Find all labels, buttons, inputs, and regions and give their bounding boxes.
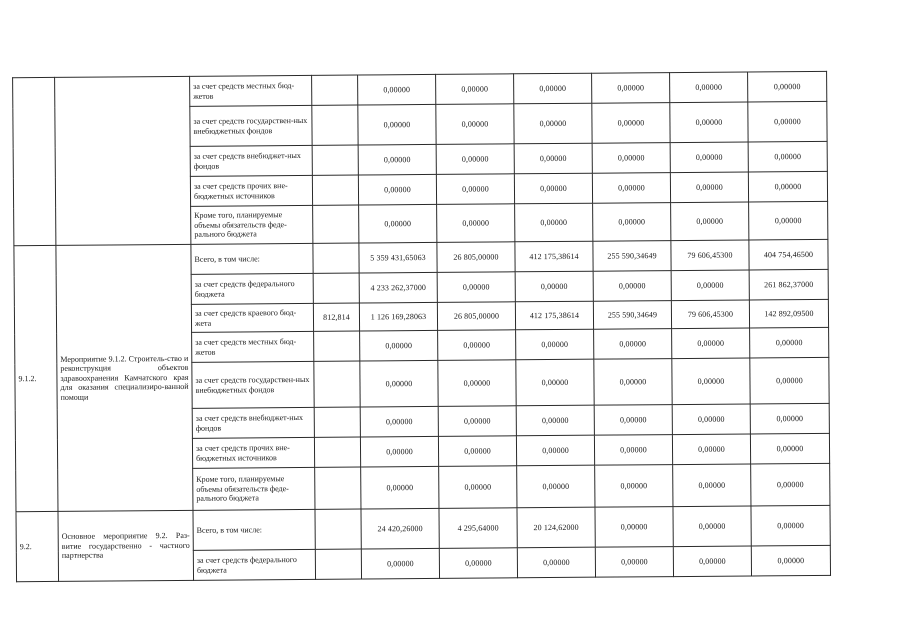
amount-cell: 0,00000 xyxy=(436,174,514,205)
amount-cell: 0,00000 xyxy=(751,463,830,506)
funding-source: за счет средств краевого бюд-жета xyxy=(191,303,313,332)
funding-source: за счет средств федерального бюджета xyxy=(191,273,313,304)
amount-cell: 0,00000 xyxy=(748,141,827,172)
amount-cell: 0,00000 xyxy=(595,507,673,548)
amount-cell: 0,00000 xyxy=(749,201,828,240)
amount-cell: 0,00000 xyxy=(594,405,672,436)
amount-cell: 0,00000 xyxy=(673,506,751,547)
amount-cell: 0,00000 xyxy=(751,505,830,546)
funding-source: за счет средств местных бюд-жетов xyxy=(192,331,314,362)
row-code: 9.1.2. xyxy=(14,245,58,511)
funding-source: за счет средств внебюджет-ных фондов xyxy=(190,145,312,176)
amount-cell: 0,00000 xyxy=(516,405,594,436)
amount-cell: 412 175,38614 xyxy=(515,301,593,330)
amount-cell: 26 805,00000 xyxy=(437,242,515,273)
budget-table-body xyxy=(13,71,831,581)
budget-code xyxy=(312,105,358,145)
budget-code xyxy=(315,467,361,509)
amount-cell: 0,00000 xyxy=(360,330,438,361)
amount-cell: 0,00000 xyxy=(436,74,514,105)
amount-cell: 0,00000 xyxy=(592,173,670,204)
amount-cell: 79 606,45300 xyxy=(671,240,749,271)
amount-cell: 0,00000 xyxy=(672,404,750,435)
funding-source: Кроме того, планируемые объемы обязательств феде-рального бюджета xyxy=(191,205,313,244)
amount-cell: 26 805,00000 xyxy=(437,302,515,331)
funding-source: за счет средств государствен-ных внебюджетных фондов xyxy=(192,361,314,408)
amount-cell: 0,00000 xyxy=(437,204,515,243)
amount-cell: 0,00000 xyxy=(594,329,672,360)
amount-cell: 0,00000 xyxy=(438,436,516,467)
amount-cell: 0,00000 xyxy=(595,547,673,578)
amount-cell: 0,00000 xyxy=(358,74,436,105)
amount-cell: 0,00000 xyxy=(436,104,514,145)
amount-cell: 0,00000 xyxy=(358,144,436,175)
amount-cell: 79 606,45300 xyxy=(671,300,749,329)
amount-cell: 0,00000 xyxy=(516,359,594,406)
row-code: 9.2. xyxy=(16,511,59,581)
amount-cell: 0,00000 xyxy=(595,465,673,508)
amount-cell: 0,00000 xyxy=(593,271,671,302)
amount-cell: 0,00000 xyxy=(437,272,515,303)
amount-cell: 0,00000 xyxy=(750,433,829,464)
amount-cell: 0,00000 xyxy=(592,103,670,144)
amount-cell: 142 892,09500 xyxy=(749,299,828,328)
budget-code xyxy=(312,145,358,175)
amount-cell: 0,00000 xyxy=(360,406,438,437)
amount-cell: 0,00000 xyxy=(515,203,593,242)
amount-cell: 0,00000 xyxy=(514,173,592,204)
amount-cell: 0,00000 xyxy=(360,436,438,467)
amount-cell: 0,00000 xyxy=(438,330,516,361)
amount-cell: 0,00000 xyxy=(361,548,439,579)
amount-cell: 4 295,64000 xyxy=(439,508,517,549)
amount-cell: 255 590,34649 xyxy=(593,301,671,330)
amount-cell: 20 124,62000 xyxy=(517,507,595,548)
amount-cell: 0,00000 xyxy=(439,548,517,579)
budget-code: 812,814 xyxy=(313,303,359,331)
funding-source: Всего, в том числе: xyxy=(193,509,315,550)
amount-cell: 0,00000 xyxy=(593,203,671,242)
amount-cell: 0,00000 xyxy=(750,357,829,404)
amount-cell: 0,00000 xyxy=(358,174,436,205)
amount-cell: 0,00000 xyxy=(517,465,595,508)
document-page xyxy=(6,57,848,584)
amount-cell: 0,00000 xyxy=(672,358,750,405)
amount-cell: 0,00000 xyxy=(515,271,593,302)
amount-cell: 0,00000 xyxy=(670,72,748,103)
amount-cell: 0,00000 xyxy=(516,329,594,360)
amount-cell: 255 590,34649 xyxy=(593,241,671,272)
row-description: Мероприятие 9.1.2. Строитель-ство и реконструкция объектов здравоохранения Камчатского края для оказания специализиро-ванной помощи xyxy=(56,244,193,511)
amount-cell: 0,00000 xyxy=(439,466,517,509)
amount-cell: 0,00000 xyxy=(672,328,750,359)
budget-code xyxy=(314,331,360,361)
amount-cell: 0,00000 xyxy=(670,142,748,173)
amount-cell: 0,00000 xyxy=(748,71,827,102)
amount-cell: 0,00000 xyxy=(517,547,595,578)
amount-cell: 5 359 431,65063 xyxy=(359,242,437,273)
funding-source: за счет средств федерального бюджета xyxy=(193,549,315,580)
amount-cell: 0,00000 xyxy=(359,204,437,243)
amount-cell: 0,00000 xyxy=(358,104,436,145)
budget-code xyxy=(313,205,359,243)
amount-cell: 0,00000 xyxy=(670,102,748,143)
amount-cell: 0,00000 xyxy=(670,172,748,203)
amount-cell: 412 175,38614 xyxy=(515,241,593,272)
amount-cell: 0,00000 xyxy=(514,143,592,174)
amount-cell: 0,00000 xyxy=(594,359,672,406)
amount-cell: 404 754,46500 xyxy=(749,239,828,270)
funding-source: за счет средств прочих вне-бюджетных источников xyxy=(190,175,312,206)
amount-cell: 0,00000 xyxy=(750,327,829,358)
amount-cell: 0,00000 xyxy=(672,434,750,465)
amount-cell: 0,00000 xyxy=(438,360,516,407)
funding-source: за счет средств внебюджет-ных фондов xyxy=(192,407,314,438)
amount-cell: 0,00000 xyxy=(671,270,749,301)
funding-source: Всего, в том числе: xyxy=(191,243,313,274)
row-description xyxy=(55,76,191,245)
amount-cell: 0,00000 xyxy=(516,435,594,466)
amount-cell: 0,00000 xyxy=(592,143,670,174)
amount-cell: 24 420,26000 xyxy=(361,508,439,549)
amount-cell: 0,00000 xyxy=(361,466,439,509)
budget-code xyxy=(312,75,358,105)
budget-code xyxy=(314,437,360,467)
budget-code xyxy=(314,361,360,407)
row-description: Основное мероприятие 9.2. Раз-витие государственно - частного партнерства xyxy=(58,510,194,581)
amount-cell: 0,00000 xyxy=(436,144,514,175)
amount-cell: 0,00000 xyxy=(751,545,830,576)
funding-source: за счет средств местных бюд-жетов xyxy=(190,75,312,106)
amount-cell: 0,00000 xyxy=(673,464,751,507)
budget-code xyxy=(313,243,359,273)
budget-code xyxy=(312,175,358,205)
amount-cell: 0,00000 xyxy=(592,73,670,104)
amount-cell: 0,00000 xyxy=(438,406,516,437)
amount-cell: 1 126 169,28063 xyxy=(359,302,437,331)
amount-cell: 0,00000 xyxy=(748,101,827,142)
budget-code xyxy=(315,549,361,579)
amount-cell: 0,00000 xyxy=(514,103,592,144)
row-code xyxy=(13,77,56,245)
funding-source: Кроме того, планируемые объемы обязательств феде-рального бюджета xyxy=(193,467,315,510)
amount-cell: 261 862,37000 xyxy=(749,269,828,300)
funding-source: за счет средств государствен-ных внебюджетных фондов xyxy=(190,105,312,146)
budget-code xyxy=(313,273,359,303)
amount-cell: 0,00000 xyxy=(673,546,751,577)
amount-cell: 4 233 262,37000 xyxy=(359,272,437,303)
amount-cell: 0,00000 xyxy=(514,73,592,104)
amount-cell: 0,00000 xyxy=(750,403,829,434)
budget-code xyxy=(314,407,360,437)
amount-cell: 0,00000 xyxy=(671,202,749,241)
amount-cell: 0,00000 xyxy=(748,171,827,202)
budget-code xyxy=(315,509,361,549)
funding-source: за счет средств прочих вне-бюджетных источников xyxy=(192,437,314,468)
amount-cell: 0,00000 xyxy=(594,435,672,466)
budget-table xyxy=(12,71,831,582)
amount-cell: 0,00000 xyxy=(360,360,438,407)
table-row xyxy=(16,505,830,551)
